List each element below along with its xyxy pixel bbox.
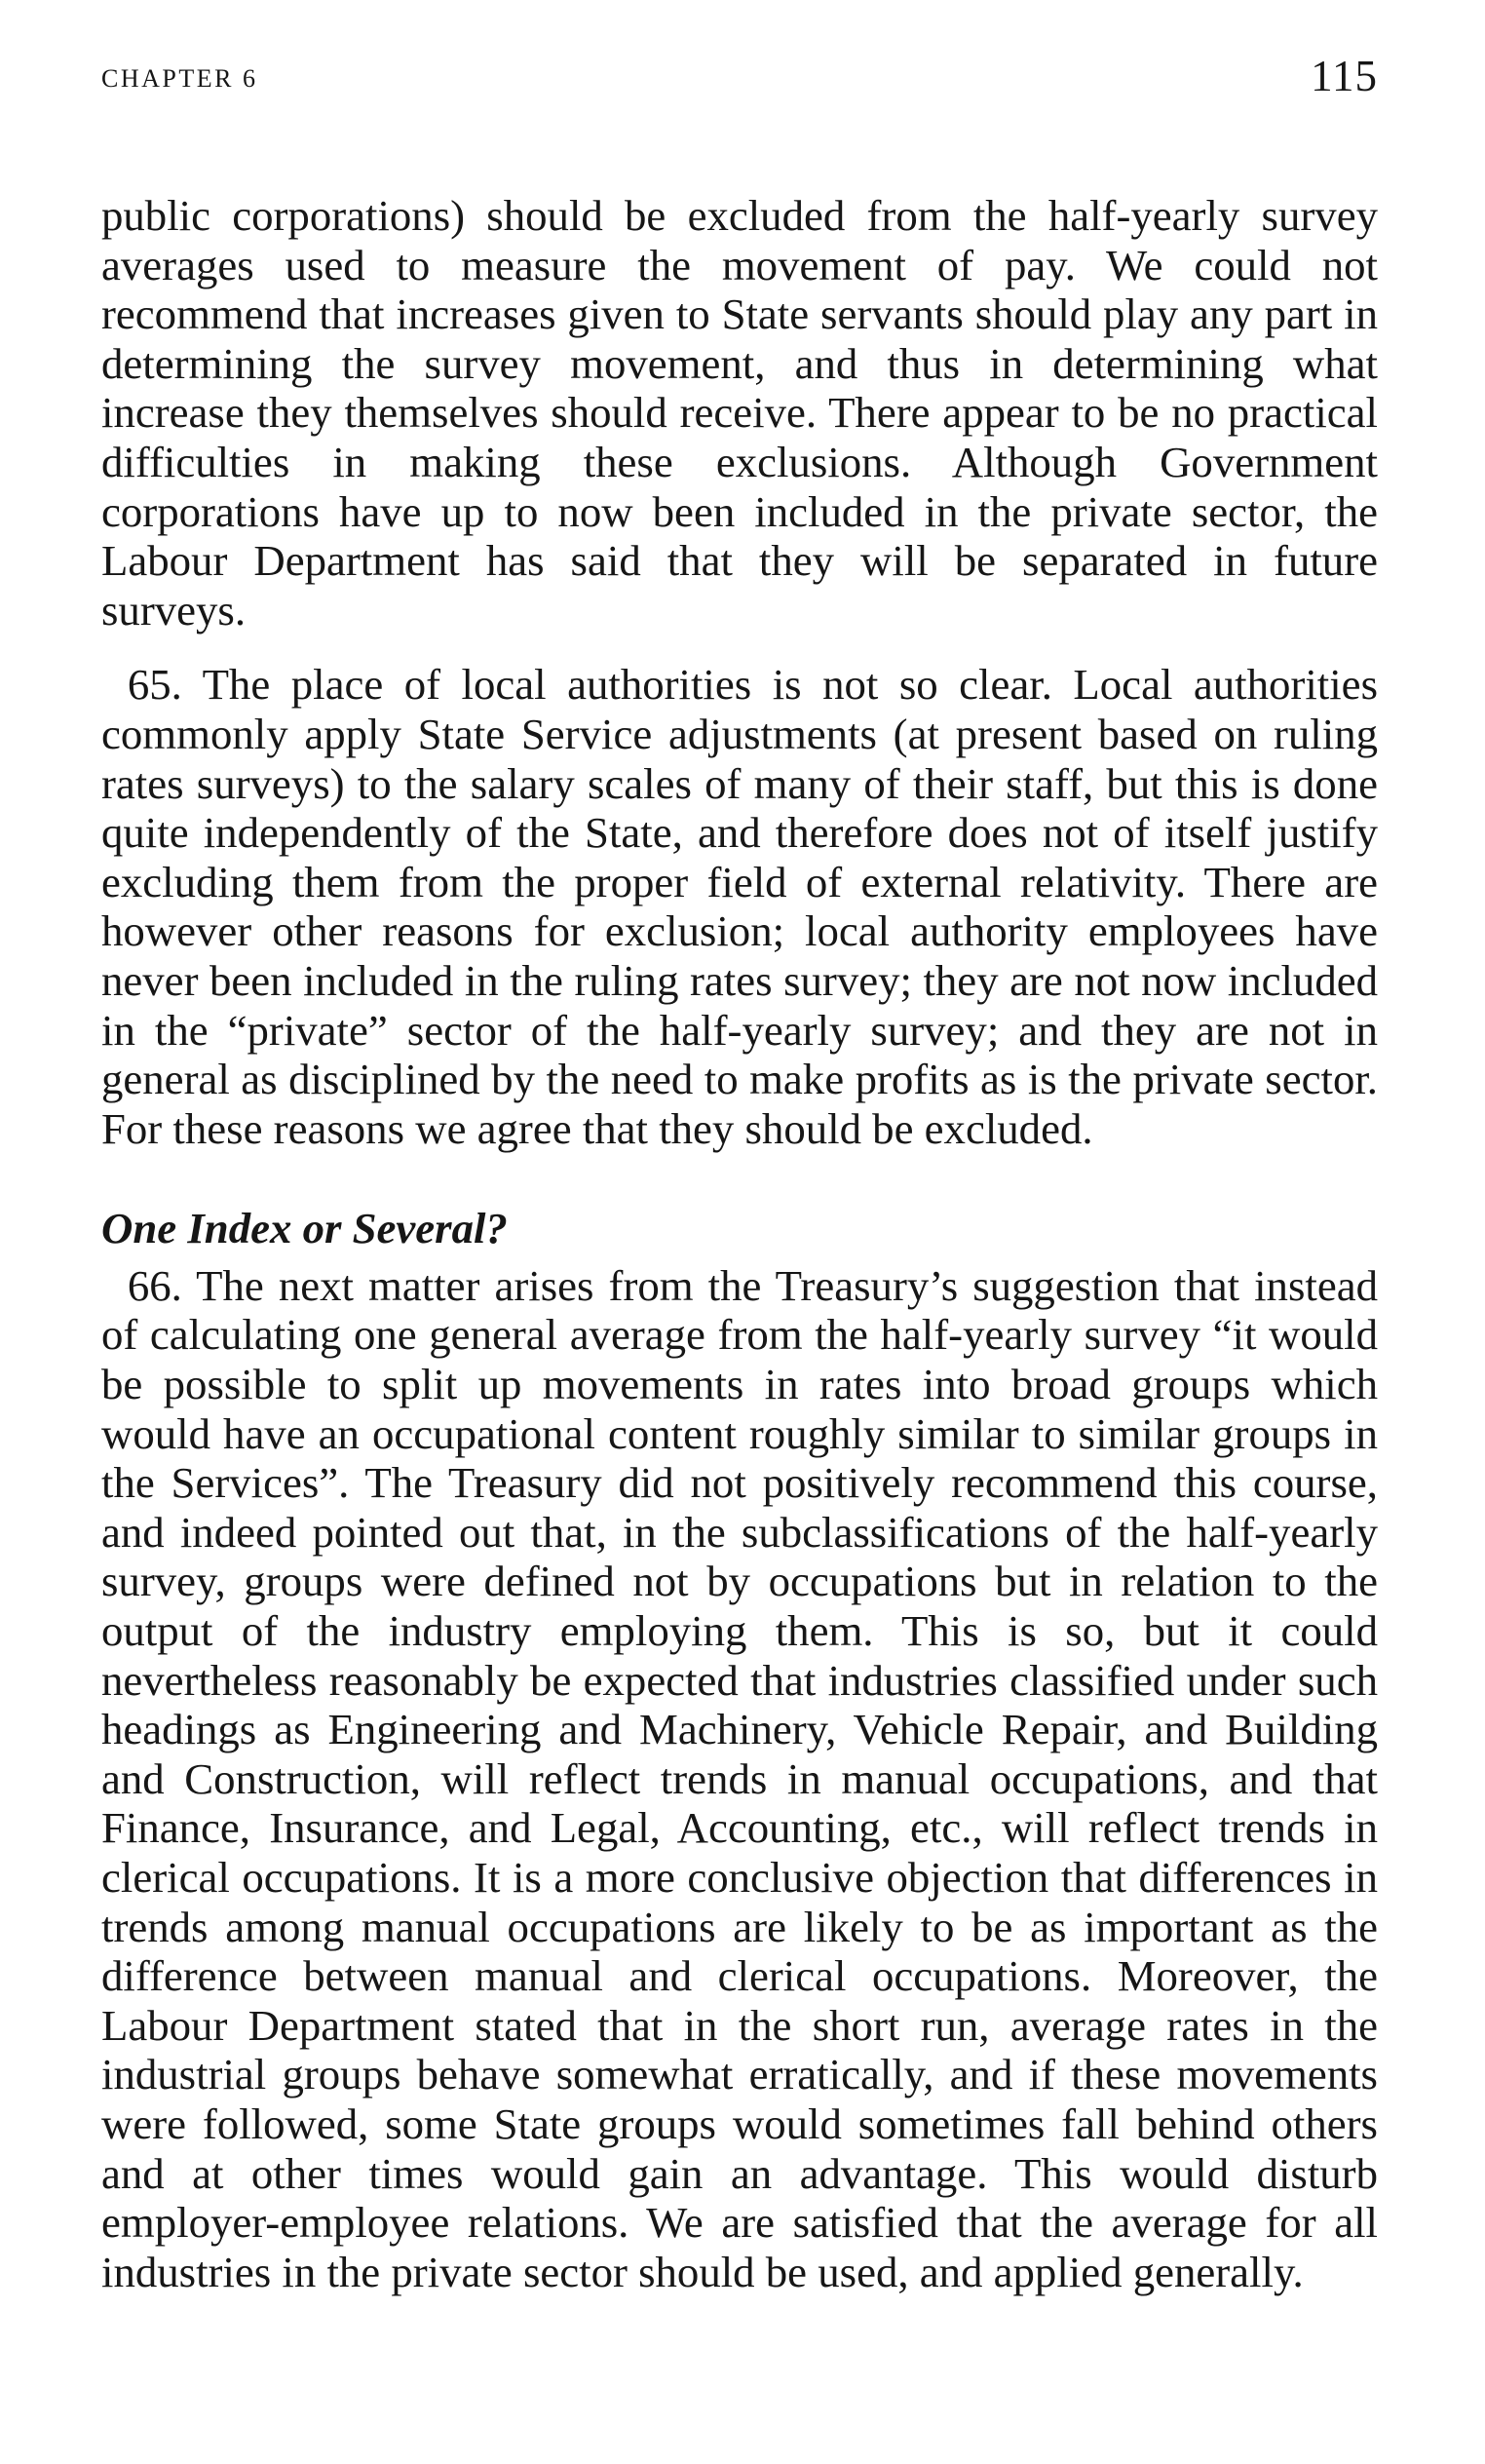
- body-text: [101, 191, 1378, 2296]
- page-number: 115: [1311, 52, 1378, 100]
- section-heading: One Index or Several?: [101, 1204, 508, 1253]
- chapter-label: CHAPTER 6: [101, 64, 258, 93]
- paragraph-continuation: public corporations) should be excluded from the half-yearly survey averages used to measure the movement of pay. We could not recommend that increases given to State servants should play any part in determining the survey movement, and thus in determining what increase they themselves should receive. There appear to be no practical difficulties in making these exclusions. Although Government corporations have up to now been included in the private sector, the Labour Department has said that they will be separated in future surveys.: [101, 191, 1378, 635]
- running-header: [101, 43, 1378, 115]
- document-page: [101, 43, 1378, 2296]
- paragraph-65: 65. The place of local authorities is not so clear. Local authorities commonly apply State Service adjustments (at present based on ruling rates surveys) to the salary scales of many of their staff, but this is done quite independently of the State, and therefore does not of itself justify excluding them from the proper field of external relativity. There are however other reasons for exclusion; local authority employees have never been included in the ruling rates survey; they are not now included in the “private” sector of the half-yearly survey; and they are not in general as disciplined by the need to make profits as is the private sector. For these reasons we agree that they should be excluded.: [101, 660, 1378, 1153]
- paragraph-66: 66. The next matter arises from the Treasury’s suggestion that instead of calculating one general average from the half-yearly survey “it would be possible to split up movements in rates into broad groups which would have an occupational content roughly similar to similar groups in the Services”. The Treasury did not positively recommend this course, and indeed pointed out that, in the subclassifications of the half-yearly survey, groups were defined not by occupations but in relation to the output of the industry employing them. This is so, but it could nevertheless reasonably be expected that industries classified under such headings as Engineering and Machinery, Vehicle Repair, and Building and Construction, will reflect trends in manual occupations, and that Finance, Insurance, and Legal, Accounting, etc., will reflect trends in clerical occupations. It is a more conclusive objection that differences in trends among manual occupations are likely to be as important as the difference between manual and clerical occupations. Moreover, the Labour Department stated that in the short run, average rates in the industrial groups behave somewhat erratically, and if these movements were followed, some State groups would sometimes fall behind others and at other times would gain an advantage. This would disturb employer-employee relations. We are satisfied that the average for all industries in the private sector should be used, and applied generally.: [101, 1260, 1378, 2296]
